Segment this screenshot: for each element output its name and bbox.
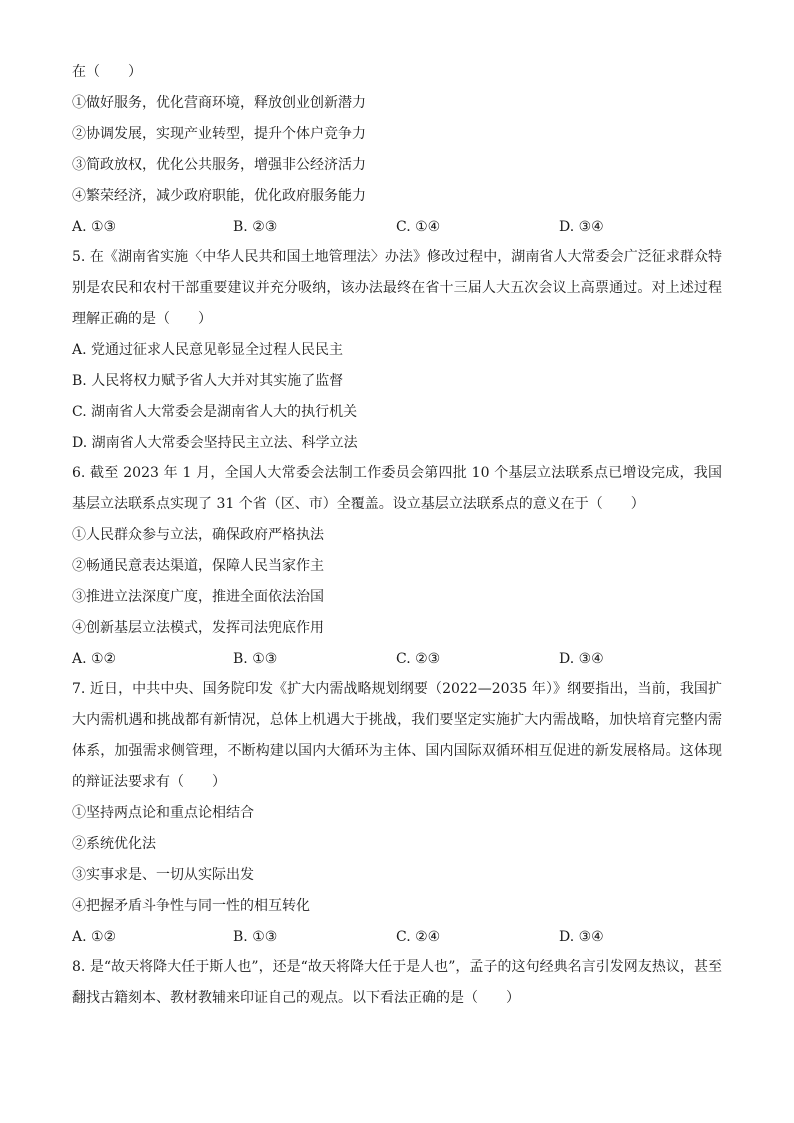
- q6-choice-c: C. ②③: [396, 651, 441, 667]
- q7-option-2: ②系统优化法: [72, 836, 156, 852]
- q8-stem: 8. 是“故天将降大任于斯人也”，还是“故天将降大任于是人也”，孟子的这句经典名言引发网友热议，甚至翻找古籍刻本、教材教辅来印证自己的观点。以下看法正确的是（ ）: [72, 959, 722, 1006]
- q6-option-4: ④创新基层立法模式，发挥司法兜底作用: [72, 620, 324, 636]
- q7-choice-c: C. ②④: [396, 929, 441, 945]
- q6-option-2: ②畅通民意表达渠道，保障人民当家作主: [72, 558, 324, 574]
- q7-choice-d: D. ③④: [559, 929, 604, 945]
- q6-stem: 6. 截至 2023 年 1 月，全国人大常委会法制工作委员会第四批 10 个基层立法联系点已增设完成，我国基层立法联系点实现了 31 个省（区、市）全覆盖。设立基层立法联系点的意义在于（ ）: [72, 465, 722, 512]
- exam-page: [72, 62, 722, 1014]
- q7-option-1: ①坚持两点论和重点论相结合: [72, 805, 254, 821]
- q6-option-3: ③推进立法深度广度，推进全面依法治国: [72, 589, 324, 605]
- q7-choices: [72, 927, 722, 947]
- q6-choice-a: A. ①②: [72, 651, 117, 667]
- q4-choice-a: A. ①③: [72, 219, 117, 235]
- q5-option-c: C. 湖南省人大常委会是湖南省人大的执行机关: [72, 404, 358, 420]
- q6-choice-b: B. ①③: [233, 651, 278, 667]
- q6-option-1: ①人民群众参与立法，确保政府严格执法: [72, 527, 324, 543]
- q4-choice-d: D. ③④: [559, 219, 604, 235]
- q4-option-1: ①做好服务，优化营商环境，释放创业创新潜力: [72, 95, 366, 111]
- q7-option-3: ③实事求是、一切从实际出发: [72, 867, 254, 883]
- q7-choice-a: A. ①②: [72, 929, 117, 945]
- q6-choice-d: D. ③④: [559, 651, 604, 667]
- q5-stem: 5. 在《湖南省实施〈中华人民共和国土地管理法〉办法》修改过程中，湖南省人大常委会广泛征求群众特别是农民和农村干部重要建议并充分吸纳，该办法最终在省十三届人大五次会议上高票通过。对上述过程理解正确的是（ ）: [72, 249, 722, 327]
- q6-choices: [72, 649, 722, 669]
- q4-option-4: ④繁荣经济，减少政府职能，优化政府服务能力: [72, 188, 366, 204]
- q4-option-2: ②协调发展，实现产业转型，提升个体户竞争力: [72, 126, 366, 142]
- q5-option-b: B. 人民将权力赋予省人大并对其实施了监督: [72, 373, 344, 389]
- q7-option-4: ④把握矛盾斗争性与同一性的相互转化: [72, 898, 310, 914]
- q4-option-3: ③简政放权，优化公共服务，增强非公经济活力: [72, 157, 366, 173]
- q4-choice-c: C. ①④: [396, 219, 441, 235]
- q4-choices: [72, 217, 722, 237]
- q4-choice-b: B. ②③: [233, 219, 278, 235]
- q5-option-a: A. 党通过征求人民意见彰显全过程人民民主: [72, 342, 344, 358]
- q7-choice-b: B. ①③: [233, 929, 278, 945]
- q7-stem: 7. 近日，中共中央、国务院印发《扩大内需战略规划纲要（2022—2035 年）》纲要指出，当前，我国扩大内需机遇和挑战都有新情况，总体上机遇大于挑战，我们要坚定实施扩大内需战略，加快培育完整内需体系，加强需求侧管理，不断构建以国内大循环为主体、国内国际双循环相互促进的新发展格局。这体现的辩证法要求有（ ）: [72, 681, 722, 790]
- q5-option-d: D. 湖南省人大常委会坚持民主立法、科学立法: [72, 435, 358, 451]
- q4-stem-tail: 在（ ）: [72, 64, 142, 80]
